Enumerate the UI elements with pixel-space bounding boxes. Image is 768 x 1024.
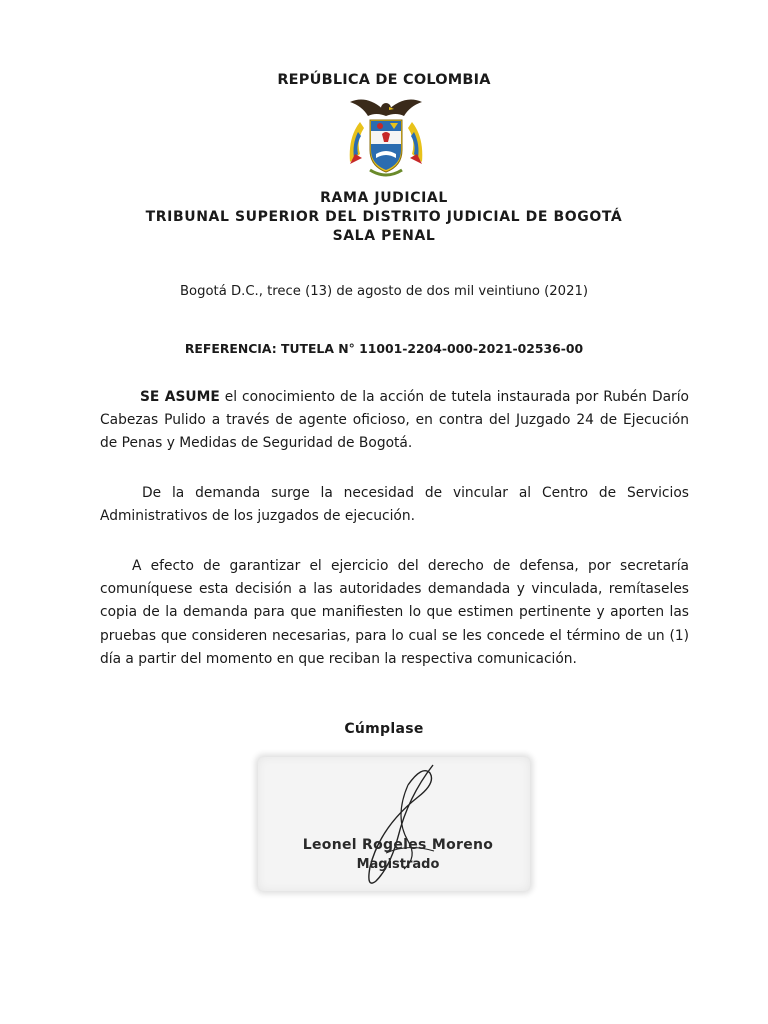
paragraph-1-text: el conocimiento de la acción de tutela instaurada por Rubén Darío Cabezas Pulido a través de agente oficioso, en contra del Juzgado 24 de Ejecución de Penas y Medidas de Seguridad de Bogotá. xyxy=(100,389,689,452)
colombia-coat-of-arms-icon xyxy=(340,92,432,182)
reference-line: REFERENCIA: TUTELA N° 11001-2204-000-2021-02536-00 xyxy=(184,341,584,356)
branch-heading: RAMA JUDICIAL xyxy=(320,190,448,206)
date-line: Bogotá D.C., trece (13) de agosto de dos mil veintiuno (2021) xyxy=(179,284,588,299)
paragraph-3: A efecto de garantizar el ejercicio del derecho de defensa, por secretaría comuníquese esta decisión a las autoridades demandada y vinculada, remítaseles copia de la demanda para que manifiesten lo que estimen pertinente y aporten las pruebas que consideren necesarias, para lo cual se les concede el término de un (1) día a partir del momento en que reciban la respectiva comunicación. xyxy=(100,558,689,667)
paragraph-1 xyxy=(100,386,689,456)
country-heading: REPÚBLICA DE COLOMBIA xyxy=(277,72,491,88)
paragraph-2: De la demanda surge la necesidad de vincular al Centro de Servicios Administrativos de los juzgados de ejecución. xyxy=(100,485,689,525)
court-heading: TRIBUNAL SUPERIOR DEL DISTRITO JUDICIAL DE BOGOTÁ xyxy=(145,209,623,225)
signature-block xyxy=(258,757,530,891)
chamber-heading: SALA PENAL xyxy=(332,228,436,244)
closing-word: Cúmplase xyxy=(344,721,424,737)
paragraph-1-lead: SE ASUME xyxy=(140,389,220,405)
signer-role: Magistrado xyxy=(356,857,440,872)
signer-name: Leonel Rogeles Moreno xyxy=(302,837,494,853)
